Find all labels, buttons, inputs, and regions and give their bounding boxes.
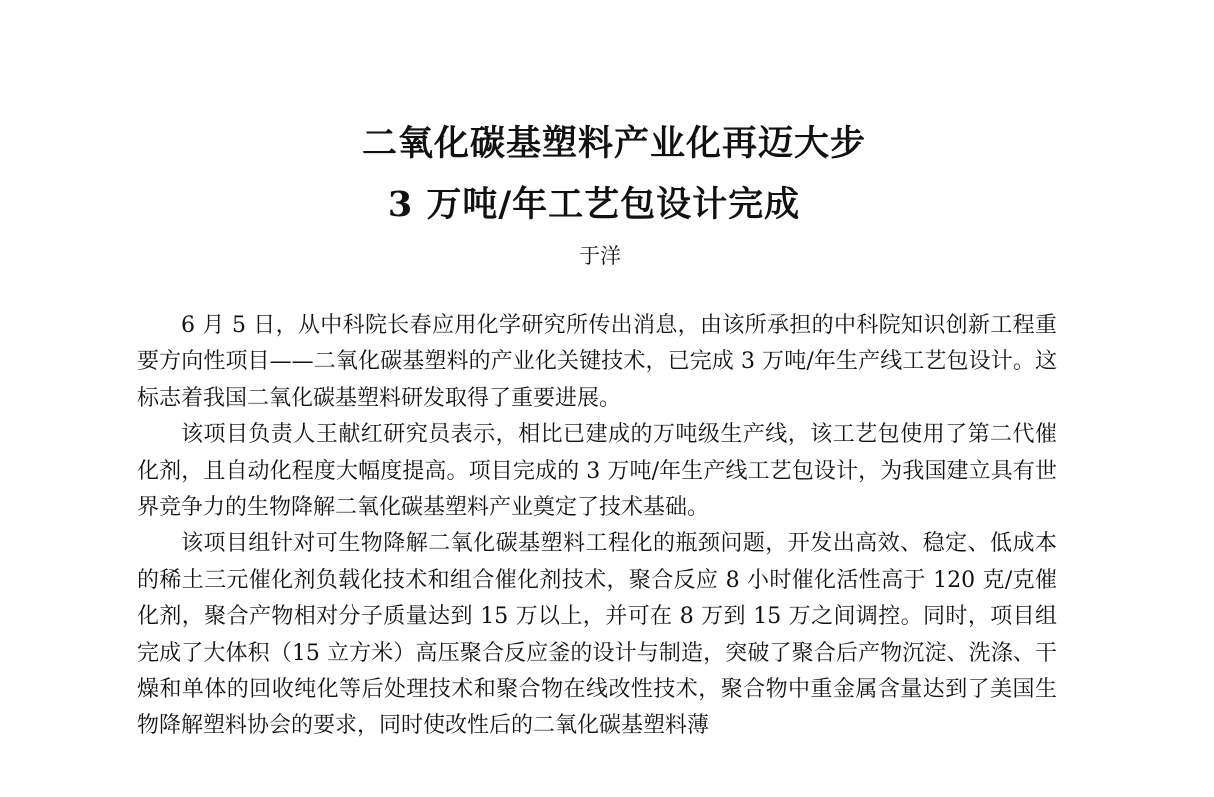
paragraph-1: 6 月 5 日，从中科院长春应用化学研究所传出消息，由该所承担的中科院知识创新工程重要方向性项目——二氧化碳基塑料的产业化关键技术，已完成 3 万吨/年生产线工艺包设计。这标志着我国二氧化碳基塑料研发取得了重要进展。 [137, 313, 1057, 411]
article-subtitle: 3 万吨/年工艺包设计完成 [387, 184, 801, 225]
article-author: 于洋 [579, 244, 621, 268]
article-title: 二氧化碳基塑料产业化再迈大步 [361, 123, 866, 164]
paragraph-3: 该项目组针对可生物降解二氧化碳基塑料工程化的瓶颈问题，开发出高效、稳定、低成本的稀土三元催化剂负载化技术和组合催化剂技术，聚合反应 8 小时催化活性高于 120 克/克催化剂，聚合产物相对分子质量达到 15 万以上，并可在 8 万到 15 万之间调控。同时，项目组完成了大体积（15 立方米）高压聚合反应釜的设计与制造，突破了聚合后产物沉淀、洗涤、干燥和单体的回收纯化等后处理技术和聚合物在线改性技术，聚合物中重金属含量达到了美国生物降解塑料协会的要求，同时使改性后的二氧化碳基塑料薄 [137, 531, 1057, 739]
paragraph-2: 该项目负责人王献红研究员表示，相比已建成的万吨级生产线，该工艺包使用了第二代催化剂，且自动化程度大幅度提高。项目完成的 3 万吨/年生产线工艺包设计，为我国建立具有世界竞争力的生物降解二氧化碳基塑料产业奠定了技术基础。 [137, 422, 1057, 521]
article-body [137, 308, 1057, 739]
